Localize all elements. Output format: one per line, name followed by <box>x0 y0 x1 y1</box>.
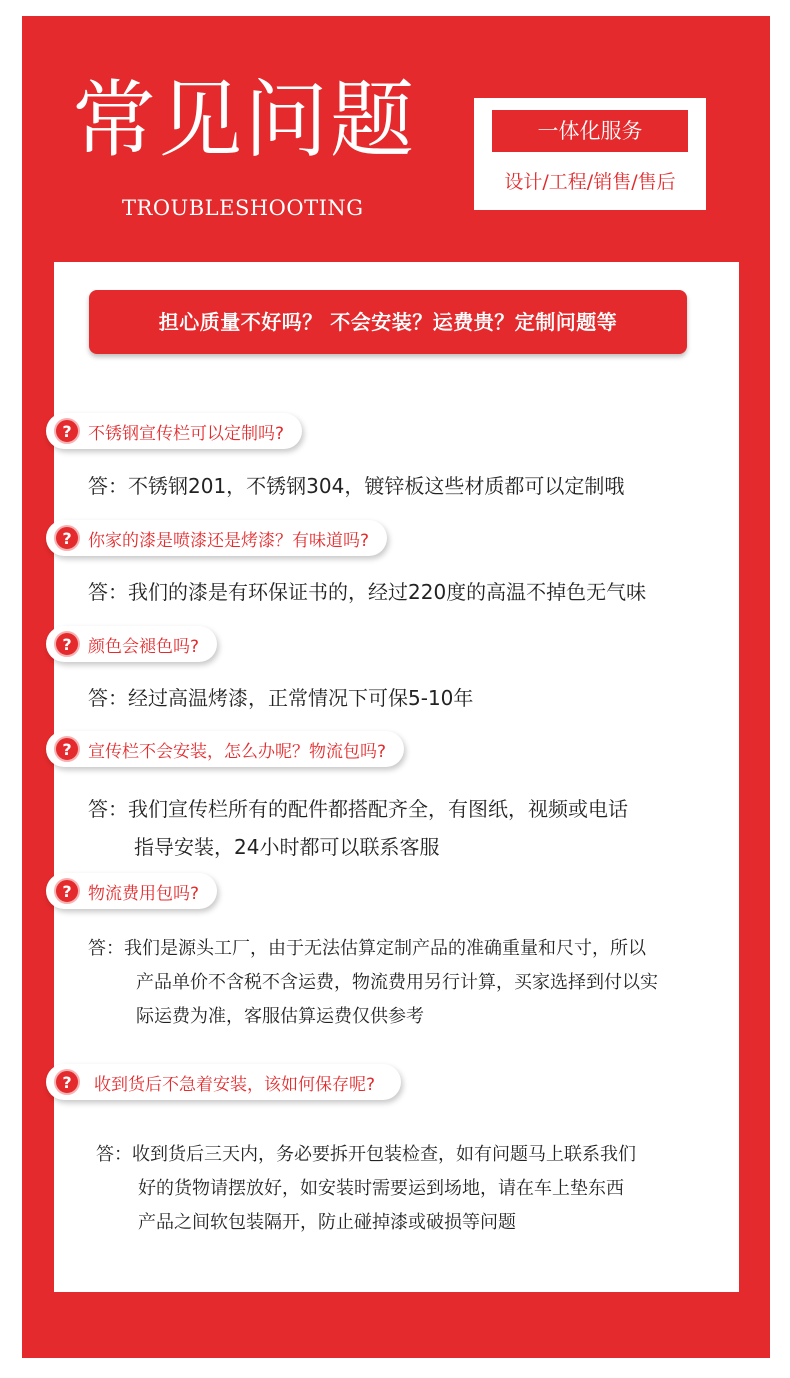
answer-line: 产品单价不含税不含运费，物流费用另行计算，买家选择到付以实 <box>136 972 658 993</box>
answer-line: 经过高温烤漆，正常情况下可保5-10年 <box>128 686 474 710</box>
faq-question-4 <box>46 731 404 767</box>
question-mark-icon: ? <box>54 525 80 551</box>
question-text: 不锈钢宣传栏可以定制吗? <box>88 423 285 444</box>
page-subtitle: TROUBLESHOOTING <box>122 196 364 220</box>
question-mark-icon: ? <box>54 631 80 657</box>
question-mark-icon: ? <box>54 418 80 444</box>
question-text: 颜色会褪色吗? <box>88 636 200 657</box>
answer-label: 答： <box>88 580 128 604</box>
faq-answer-4 <box>88 790 628 866</box>
faq-answer-6 <box>96 1138 636 1240</box>
question-mark-icon: ? <box>54 1069 80 1095</box>
faq-question-6 <box>46 1064 401 1100</box>
answer-line: 答：我们宣传栏所有的配件都搭配齐全，有图纸，视频或电话 <box>88 790 628 828</box>
answer-line: 指导安装，24小时都可以联系客服 <box>134 835 440 859</box>
answer-label: 答： <box>88 686 128 710</box>
faq-answer-1 <box>88 472 624 500</box>
faq-question-5 <box>46 873 217 909</box>
page-title: 常见问题 <box>72 71 417 169</box>
answer-label: 答： <box>88 938 124 959</box>
question-mark-icon: ? <box>54 878 80 904</box>
answer-line: 产品之间软包装隔开，防止碰掉漆或破损等问题 <box>138 1212 516 1233</box>
faq-question-1 <box>46 413 302 449</box>
answer-line: 我们的漆是有环保证书的，经过220度的高温不掉色无气味 <box>128 580 647 604</box>
faq-question-3 <box>46 626 217 662</box>
answer-label: 答： <box>88 797 128 821</box>
faq-question-2 <box>46 520 387 556</box>
faq-answer-3 <box>88 684 473 712</box>
question-mark-icon: ? <box>54 736 80 762</box>
answer-line: 答：我们是源头工厂，由于无法估算定制产品的准确重量和尺寸，所以 <box>88 932 658 966</box>
question-text: 你家的漆是喷漆还是烤漆？有味道吗? <box>88 530 370 551</box>
faq-answer-5 <box>88 932 658 1034</box>
faq-answer-2 <box>88 578 646 606</box>
answer-line: 际运费为准，客服估算运费仅供参考 <box>136 1006 424 1027</box>
service-subtitle: 设计/工程/销售/售后 <box>504 171 676 193</box>
answer-label: 答： <box>88 474 128 498</box>
question-text: 收到货后不急着安装，该如何保存呢? <box>94 1074 376 1095</box>
question-text: 物流费用包吗? <box>88 883 200 904</box>
answer-line: 答：收到货后三天内，务必要拆开包装检查，如有问题马上联系我们 <box>96 1138 636 1172</box>
question-text: 宣传栏不会安装，怎么办呢？物流包吗? <box>88 741 387 762</box>
answer-line: 好的货物请摆放好，如安装时需要运到场地，请在车上垫东西 <box>138 1178 624 1199</box>
service-title: 一体化服务 <box>492 110 688 152</box>
answer-label: 答： <box>96 1144 132 1165</box>
concern-banner: 担心质量不好吗？ 不会安装？运费贵？定制问题等 <box>89 290 687 354</box>
answer-line: 不锈钢201，不锈钢304，镀锌板这些材质都可以定制哦 <box>128 474 625 498</box>
